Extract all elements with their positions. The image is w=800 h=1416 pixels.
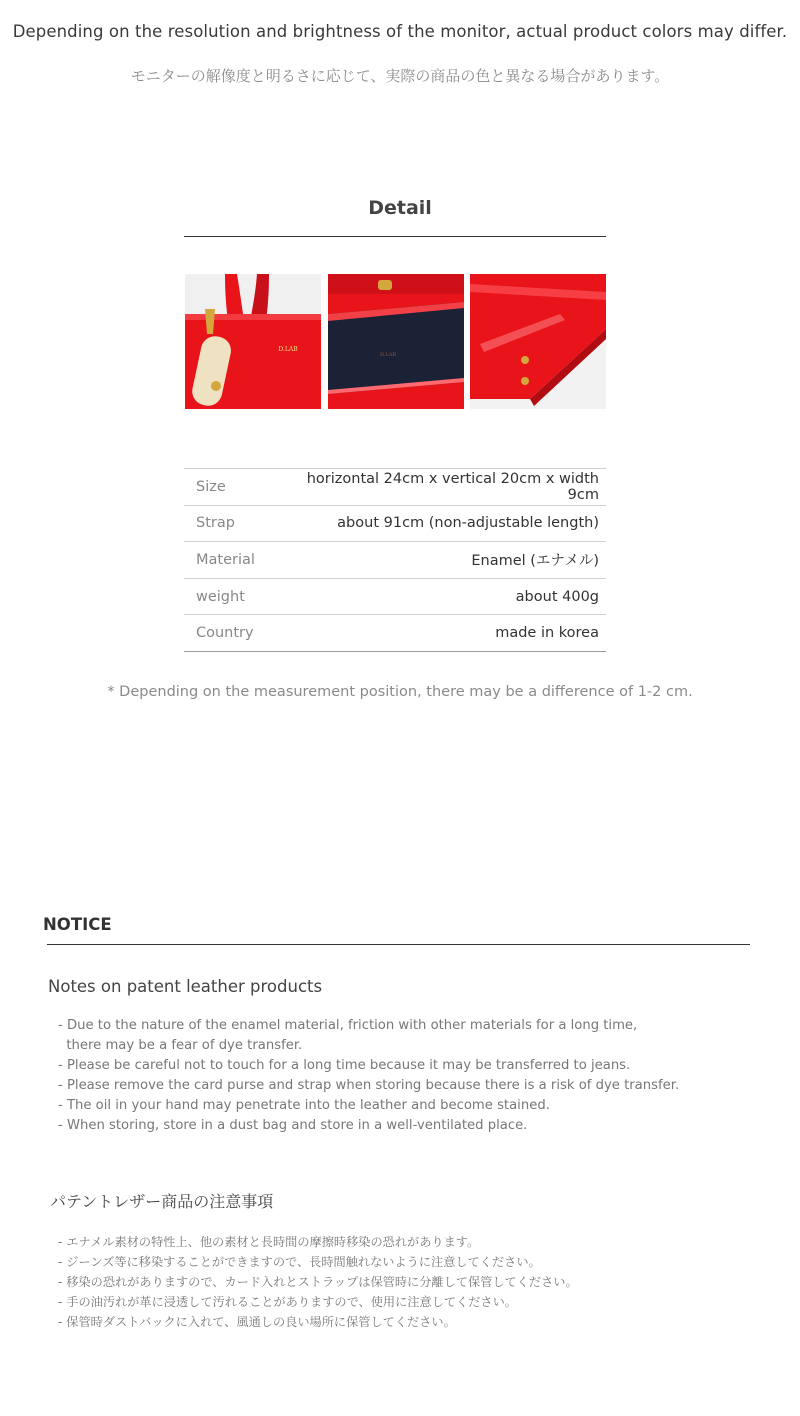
color-disclaimer-jp: モニターの解像度と明るさに応じて、実際の商品の色と異なる場合があります。 [130,67,670,85]
spec-row [184,469,606,506]
list-item: - エナメル素材の特性上、他の素材と長時間の摩擦時移染の恐れがあります。 [58,1235,480,1249]
spec-label: Country [196,625,254,642]
spec-value: Enamel (エナメル) [471,553,599,570]
list-item: - The oil in your hand may penetrate into the leather and become stained. [58,1098,550,1113]
spec-label: weight [196,588,245,605]
patent-notes-list-jp [58,1232,758,1332]
detail-photo-corner [470,274,606,409]
spec-row [184,542,606,579]
spec-row [184,615,606,652]
spec-value: about 91cm (non-adjustable length) [337,515,599,532]
spec-row [184,578,606,615]
bag-corner-closeup-icon [470,274,606,409]
list-item: - 移染の恐れがありますので、カード入れとストラップは保管時に分離して保管してください。 [58,1275,578,1289]
bag-strap-closeup-icon [185,274,321,409]
bag-interior-closeup-icon [328,274,464,409]
spec-table [184,468,606,652]
list-item: there may be a fear of dye transfer. [58,1038,303,1053]
notice-divider [47,944,750,945]
spec-label: Material [196,551,255,568]
spec-value: horizontal 24cm x vertical 20cm x width 9cm [306,470,599,503]
list-item: - Due to the nature of the enamel material, friction with other materials for a long time, [58,1018,638,1033]
spec-label: Size [196,478,226,495]
spec-label: Strap [196,515,235,532]
detail-photo-strap [185,274,321,409]
list-item: - 手の油汚れが革に浸透して汚れることがありますので、使用に注意してください。 [58,1295,517,1309]
list-item: - Please remove the card purse and strap when storing because there is a risk of dye transfer. [58,1078,680,1093]
patent-notes-title-jp: パテントレザー商品の注意事項 [50,1192,274,1211]
detail-heading: Detail [368,197,432,219]
list-item: - 保管時ダストバックに入れて、風通しの良い場所に保管してください。 [58,1315,456,1329]
list-item: - Please be careful not to touch for a long time because it may be transferred to jeans. [58,1058,631,1073]
list-item: - When storing, store in a dust bag and store in a well-ventilated place. [58,1118,528,1133]
list-item: - ジーンズ等に移染することができますので、長時間触れないように注意してください。 [58,1255,541,1269]
spec-row [184,505,606,542]
patent-notes-list-en [58,1016,758,1136]
logo-text: D.LAB [278,346,298,353]
logo-text: D.LAB [379,352,397,358]
color-disclaimer-en: Depending on the resolution and brightness of the monitor, actual product colors may differ. [12,22,788,41]
notice-heading: NOTICE [43,915,112,934]
detail-divider [184,236,606,237]
patent-notes-title-en: Notes on patent leather products [48,977,323,996]
spec-value: made in korea [495,625,599,642]
detail-photo-interior [328,274,464,409]
spec-value: about 400g [515,588,599,605]
measurement-note: * Depending on the measurement position, there may be a difference of 1-2 cm. [107,684,693,700]
